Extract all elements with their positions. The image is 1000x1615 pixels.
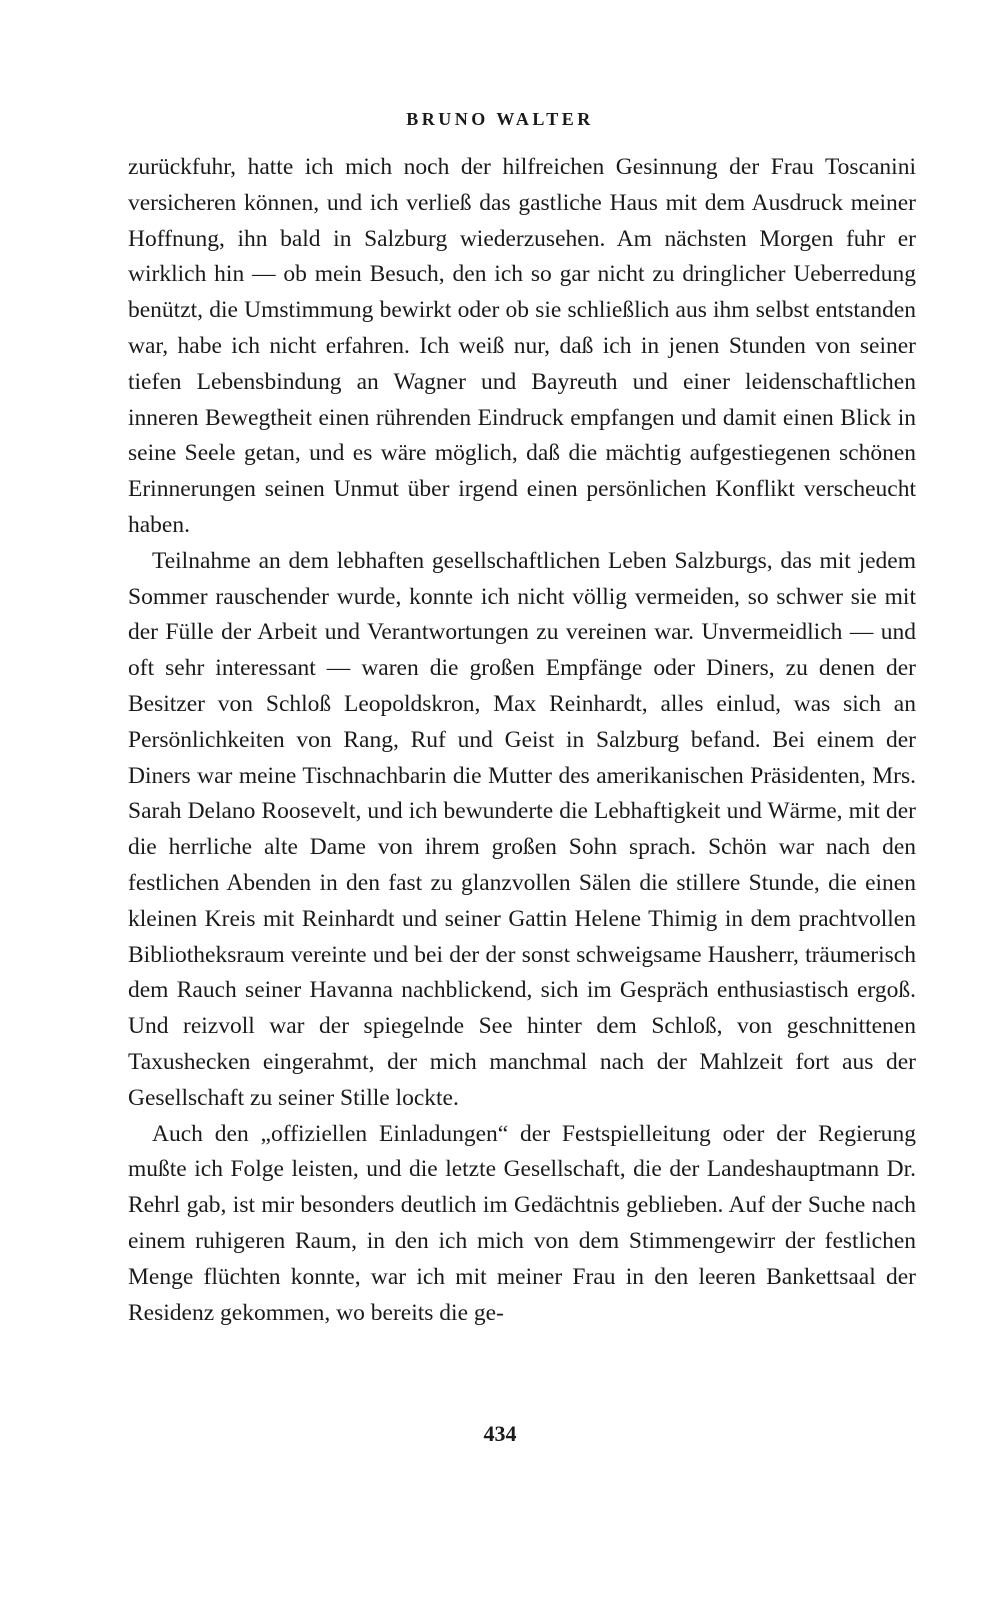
page-number: 434 — [483, 1421, 517, 1446]
running-header: BRUNO WALTER — [406, 109, 594, 129]
body-text — [128, 150, 916, 1331]
paragraph-2: Teilnahme an dem lebhaften gesellschaftlichen Leben Salzburgs, das mit jedem Sommer rauschender wurde, konnte ich nicht völlig vermeiden, so schwer sie mit der Fülle der Arbeit und Verantwortungen zu vereinen war. Unvermeidlich — und oft sehr interessant — waren die großen Empfänge oder Diners, zu denen der Besitzer von Schloß Leopoldskron, Max Reinhardt, alles einlud, was sich an Persönlichkeiten von Rang, Ruf und Geist in Salzburg befand. Bei einem der Diners war meine Tischnachbarin die Mutter des amerikanischen Präsidenten, Mrs. Sarah Delano Roosevelt, und ich bewunderte die Lebhaftigkeit und Wärme, mit der die herrliche alte Dame von ihrem großen Sohn sprach. Schön war nach den festlichen Abenden in den fast zu glanzvollen Sälen die stillere Stunde, die einen kleinen Kreis mit Reinhardt und seiner Gattin Helene Thimig in dem prachtvollen Bibliotheksraum vereinte und bei der der sonst schweigsame Hausherr, träumerisch dem Rauch seiner Havanna nachblickend, sich im Gespräch enthusiastisch ergoß. Und reizvoll war der spiegelnde See hinter dem Schloß, von geschnittenen Taxushecken eingerahmt, der mich manchmal nach der Mahlzeit fort aus der Gesellschaft zu seiner Stille lockte. — [128, 547, 916, 1111]
paragraph-3: Auch den „offiziellen Einladungen“ der Festspielleitung oder der Regierung mußte ich Folge leisten, und die letzte Gesellschaft, die der Landeshauptmann Dr. Rehrl gab, ist mir besonders deutlich im Gedächtnis geblieben. Auf der Suche nach einem ruhigeren Raum, in den ich mich von dem Stimmengewirr der festlichen Menge flüchten konnte, war ich mit meiner Frau in den leeren Bankettsaal der Residenz gekommen, wo bereits die ge- — [128, 1120, 916, 1326]
paragraph-1: zurückfuhr, hatte ich mich noch der hilfreichen Gesinnung der Frau Toscanini versicheren können, und ich verließ das gastliche Haus mit dem Ausdruck meiner Hoffnung, ihn bald in Salzburg wiederzusehen. Am nächsten Morgen fuhr er wirklich hin — ob mein Besuch, den ich so gar nicht zu dringlicher Ueberredung benützt, die Umstimmung bewirkt oder ob sie schließlich aus ihm selbst entstanden war, habe ich nicht erfahren. Ich weiß nur, daß ich in jenen Stunden von seiner tiefen Lebensbindung an Wagner und Bayreuth und einer leidenschaftlichen inneren Bewegtheit einen rührenden Eindruck empfangen und damit einen Blick in seine Seele getan, und es wäre möglich, daß die mächtig aufgestiegenen schönen Erinnerungen seinen Unmut über irgend einen persönlichen Konflikt verscheucht haben. — [128, 154, 916, 538]
